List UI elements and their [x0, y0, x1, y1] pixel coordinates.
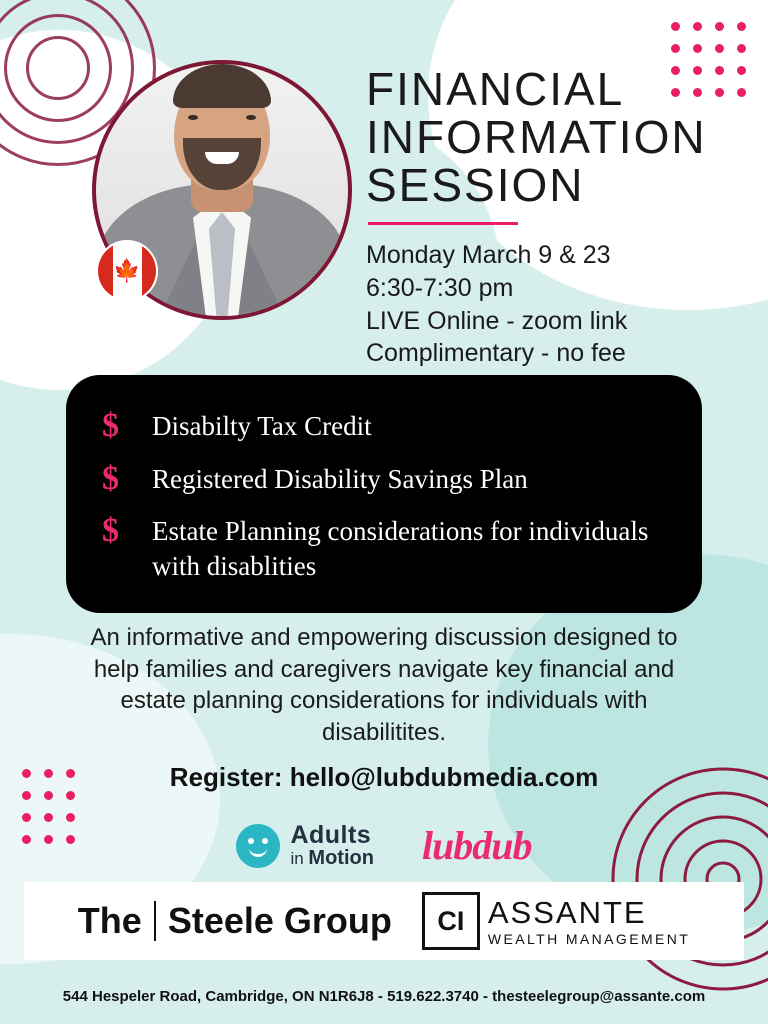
list-item — [92, 409, 676, 444]
steele-the-label: The — [77, 900, 142, 941]
description-text: An informative and empowering discussion designed to help families and caregivers navigate key financial and estate planning considerations for individuals with disabilitites. — [90, 624, 678, 747]
page-title-line-2: INFORMATION — [366, 111, 707, 163]
list-item — [92, 514, 676, 583]
assante-tagline-label: WEALTH MANAGEMENT — [487, 931, 691, 947]
aim-logo-line-1: Adults — [290, 821, 372, 849]
dollar-sign-icon: $ — [102, 459, 119, 497]
footer-contact-info: 544 Hespeler Road, Cambridge, ON N1R6J8 - 519.622.3740 - thesteelegroup@assante.com — [62, 988, 706, 1005]
dollar-sign-icon: $ — [102, 512, 119, 550]
aim-logo-line-2-small: in — [290, 849, 304, 868]
adults-in-motion-logo — [236, 823, 374, 868]
topics-panel — [66, 375, 702, 613]
ci-logo-icon: CI — [422, 892, 480, 950]
assante-name-label: ASSANTE — [487, 895, 647, 930]
detail-line-2: 6:30-7:30 pm — [366, 273, 514, 302]
detail-line-3: LIVE Online - zoom link — [366, 306, 628, 335]
title-block — [366, 63, 726, 370]
detail-line-1: Monday March 9 & 23 — [366, 241, 611, 269]
lubdub-logo: lubdub — [421, 823, 532, 868]
list-item — [92, 459, 676, 497]
page-title-line-3: SESSION — [366, 159, 585, 211]
detail-line-4: Complimentary - no fee — [366, 339, 626, 368]
steele-name-label: Steele Group — [167, 900, 392, 941]
title-divider — [368, 222, 518, 225]
aim-logo-line-2-bold: Motion — [308, 847, 374, 869]
dollar-sign-icon: $ — [102, 407, 119, 444]
assante-logo — [422, 892, 690, 950]
partner-logo-bar — [24, 882, 744, 960]
register-contact[interactable]: Register: hello@lubdubmedia.com — [169, 762, 599, 792]
steele-group-logo — [78, 900, 392, 942]
sponsor-logos — [0, 822, 768, 869]
poster-header — [0, 52, 768, 368]
steele-divider — [154, 901, 156, 941]
topic-label: Disabilty Tax Credit — [152, 411, 372, 441]
page-title-line-1: FINANCIAL — [366, 63, 625, 115]
canadian-flag-icon — [96, 240, 158, 302]
topic-label: Estate Planning considerations for individuals with disablities — [152, 516, 649, 581]
maple-leaf-icon: 🍁 — [113, 242, 142, 300]
topic-label: Registered Disability Savings Plan — [152, 463, 528, 494]
smiley-face-icon — [236, 824, 280, 868]
